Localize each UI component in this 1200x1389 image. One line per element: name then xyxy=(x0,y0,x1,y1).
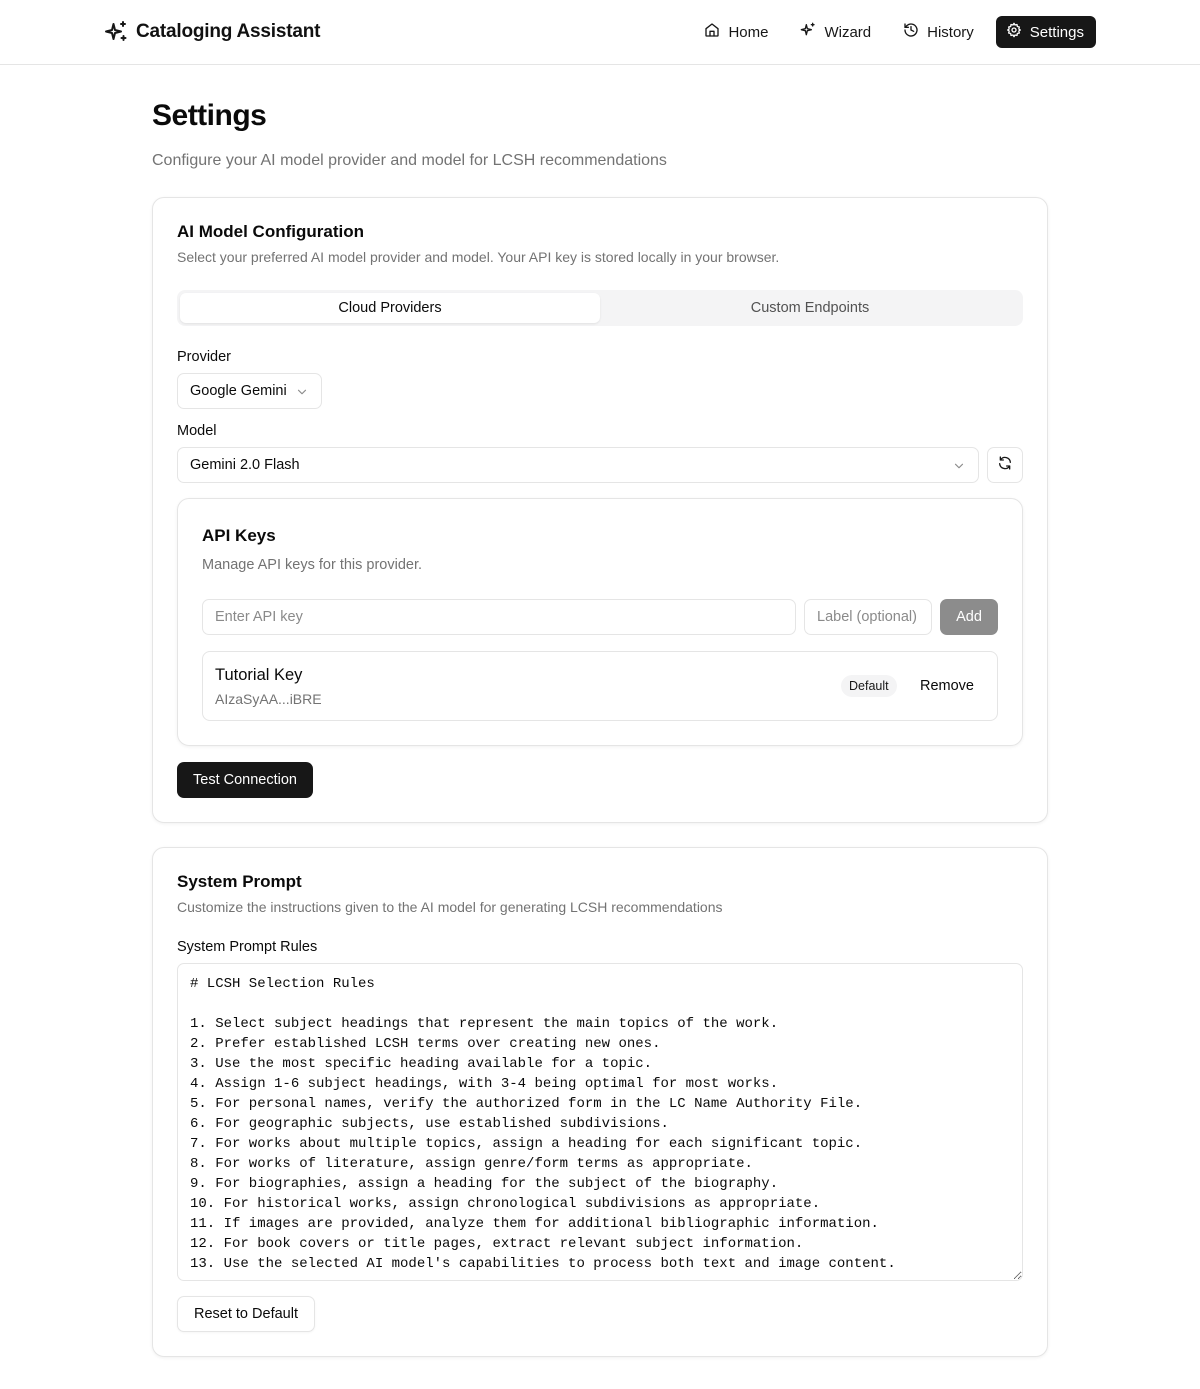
api-keys-description: Manage API keys for this provider. xyxy=(202,557,423,573)
system-prompt-title: System Prompt xyxy=(177,872,302,891)
chevron-down-icon xyxy=(952,459,966,473)
nav-home[interactable] xyxy=(694,16,780,48)
api-key-label-input[interactable] xyxy=(804,599,932,635)
api-key-masked: AIzaSyAA...iBRE xyxy=(215,691,322,707)
top-navbar xyxy=(0,0,1200,65)
nav-history[interactable] xyxy=(893,16,986,48)
provider-label: Provider xyxy=(177,349,231,365)
provider-select-value: Google Gemini xyxy=(190,383,287,399)
system-prompt-rules-label: System Prompt Rules xyxy=(177,939,318,955)
model-label: Model xyxy=(177,423,217,439)
add-key-button[interactable]: Add xyxy=(940,599,998,635)
provider-tabs xyxy=(177,290,1023,326)
api-key-row xyxy=(202,651,998,721)
tab-custom-endpoints[interactable]: Custom Endpoints xyxy=(750,300,870,316)
system-prompt-card xyxy=(152,847,1048,1357)
nav-settings[interactable] xyxy=(996,16,1096,48)
sparkles-logo-icon xyxy=(104,20,128,44)
page-title: Settings xyxy=(152,99,267,132)
api-key-input[interactable] xyxy=(202,599,796,635)
provider-select[interactable] xyxy=(177,373,322,409)
remove-key-button[interactable]: Remove xyxy=(920,678,974,694)
nav-wizard[interactable] xyxy=(790,16,883,48)
model-select[interactable] xyxy=(177,447,979,483)
model-config-title: AI Model Configuration xyxy=(177,222,364,241)
model-config-description: Select your preferred AI model provider and model. Your API key is stored locally in your browser. xyxy=(177,249,780,265)
nav-history-label: History xyxy=(927,23,974,41)
chevron-down-icon xyxy=(295,385,309,399)
app-title: Cataloging Assistant xyxy=(136,21,321,42)
tab-cloud-providers[interactable]: Cloud Providers xyxy=(180,293,600,323)
reset-default-button[interactable]: Reset to Default xyxy=(177,1296,315,1332)
gear-icon xyxy=(1006,22,1022,42)
system-prompt-description: Customize the instructions given to the AI model for generating LCSH recommendations xyxy=(177,899,723,915)
refresh-models-button[interactable] xyxy=(987,447,1023,483)
test-connection-button[interactable]: Test Connection xyxy=(177,762,313,798)
history-icon xyxy=(903,22,919,42)
nav-home-label: Home xyxy=(728,23,769,41)
model-select-value: Gemini 2.0 Flash xyxy=(190,457,300,473)
api-key-name: Tutorial Key xyxy=(215,666,303,684)
api-keys-title: API Keys xyxy=(202,526,276,545)
nav-settings-label: Settings xyxy=(1029,23,1084,41)
page-subtitle: Configure your AI model provider and model for LCSH recommendations xyxy=(152,152,667,169)
api-keys-card xyxy=(177,498,1023,746)
nav-wizard-label: Wizard xyxy=(824,23,872,41)
model-config-card xyxy=(152,197,1048,823)
page-header xyxy=(152,100,1048,170)
sparkles-icon xyxy=(800,22,816,42)
default-badge: Default xyxy=(841,675,897,697)
main-nav xyxy=(694,16,1096,48)
system-prompt-textarea[interactable] xyxy=(177,963,1023,1281)
home-icon xyxy=(704,22,720,42)
refresh-icon xyxy=(997,455,1013,476)
brand[interactable] xyxy=(104,18,320,46)
